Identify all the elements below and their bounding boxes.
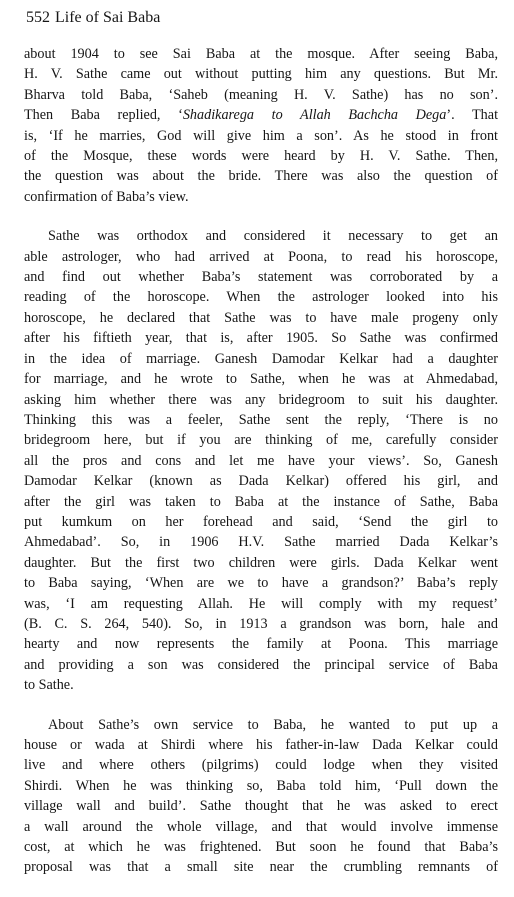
text-line: horoscope, he declared that Sathe was to have male progeny only [24, 309, 498, 326]
text-line: a wall around the whole village, and that would involve immense [24, 818, 498, 835]
paragraph [24, 44, 498, 207]
text-line: cost, at which he was frightened. But soon he found that Baba’s [24, 839, 498, 856]
running-title: Life of Sai Baba [55, 9, 161, 26]
text-line: (B. C. S. 264, 540). So, in 1913 a grandson was born, hale and [24, 615, 498, 632]
paragraph [24, 226, 498, 695]
text-line: About Sathe’s own service to Baba, he wanted to put up a [48, 716, 498, 733]
text-line: Thinking this was a feeler, Sathe sent the reply, ‘There is no [24, 411, 498, 428]
text-line: Then Baba replied, ‘Shadikarega to Allah Bachcha Dega’. That [24, 107, 499, 124]
text-line: Bharva told Baba, ‘Saheb (meaning H. V. Sathe) has no son’. [24, 86, 498, 103]
text-line: reading of the horoscope. When the astrologer looked into his [24, 289, 498, 306]
text-line: Ahmedabad’. So, in 1906 H.V. Sathe married Dada Kelkar’s [24, 534, 498, 551]
text-line: village wall and build’. Sathe thought that he was asked to erect [24, 798, 498, 815]
paragraph [24, 715, 498, 878]
text-line: live and where others (pilgrims) could lodge when they visited [24, 757, 498, 774]
text-line: is, ‘If he marries, God will give him a son’. As he stood in front [24, 127, 498, 144]
text-line: to Sathe. [24, 677, 74, 694]
page-body [24, 44, 498, 897]
text-line: after his fiftieth year, that is, after 1905. So Sathe was confirmed [24, 330, 498, 347]
text-line: H. V. Sathe came out without putting him any questions. But Mr. [24, 66, 498, 83]
text-line: and find out whether Baba’s statement was corroborated by a [24, 269, 498, 286]
text-line: bridegroom here, but if you are thinking of me, carefully consider [24, 432, 498, 449]
text-line: confirmation of Baba’s view. [24, 188, 189, 205]
text-line: all the pros and cons and let me have your views’. So, Ganesh [24, 452, 498, 469]
text-line: was, ‘I am requesting Allah. He will comply with my request’ [24, 595, 498, 612]
text-line: hearty and now represents the family at Poona. This marriage [24, 636, 498, 653]
text-line: in the idea of marriage. Ganesh Damodar Kelkar had a daughter [24, 350, 498, 367]
text-line: Shirdi. When he was thinking so, Baba told him, ‘Pull down the [24, 777, 498, 794]
text-line: the question was about the bride. There was also the question of [24, 168, 498, 185]
page-number: 552 [26, 9, 50, 26]
text-line: after the girl was taken to Baba at the instance of Sathe, Baba [24, 493, 498, 510]
text-line: house or wada at Shirdi where his father-in-law Dada Kelkar could [24, 737, 498, 753]
text-line: for marriage, and he wrote to Sathe, when he was at Ahmedabad, [24, 371, 498, 388]
text-line: put kumkum on her forehead and said, ‘Send the girl to [24, 513, 498, 530]
text-line: to Baba saying, ‘When are we to have a grandson?’ Baba’s reply [24, 575, 498, 592]
text-line: proposal was that a small site near the crumbling remnants of [24, 859, 498, 876]
text-line: daughter. But the first two children were girls. Dada Kelkar went [24, 554, 498, 571]
page-header [26, 8, 165, 28]
text-line: and providing a son was considered the principal service of Baba [24, 656, 498, 673]
text-line: able astrologer, who had arrived at Poona, to read his horoscope, [24, 248, 498, 265]
text-line: of the Mosque, these words were heard by H. V. Sathe. Then, [24, 148, 498, 165]
text-line: about 1904 to see Sai Baba at the mosque. After seeing Baba, [24, 46, 498, 62]
text-line: Sathe was orthodox and considered it necessary to get an [48, 228, 498, 245]
text-line: asking him whether there was any bridegroom to suit his daughter. [24, 391, 498, 408]
italic-phrase: Shadikarega to Allah Bachcha Dega [182, 107, 447, 124]
text-line: Damodar Kelkar (known as Dada Kelkar) offered his girl, and [24, 473, 498, 490]
